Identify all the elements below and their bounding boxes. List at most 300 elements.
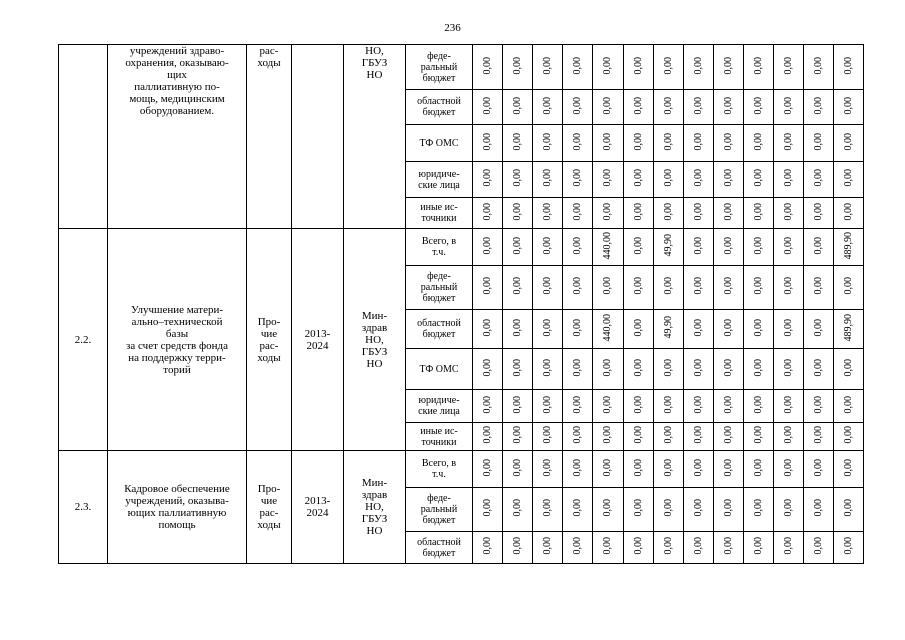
value-text: 0,00	[812, 458, 824, 477]
value-cell	[503, 451, 533, 488]
value-cell	[834, 488, 864, 532]
value-cell	[804, 229, 834, 266]
funding-source: феде- ральный бюджет	[406, 45, 473, 90]
value-text: 0,00	[481, 169, 493, 187]
value-cell	[533, 488, 563, 532]
table-row	[59, 451, 864, 488]
value-text: 0,00	[481, 236, 493, 255]
value-text: 0,00	[752, 56, 764, 75]
value-cell	[654, 266, 684, 310]
value-text: 0,00	[692, 499, 704, 517]
value-text: 0,00	[752, 458, 764, 477]
period: 2013- 2024	[292, 229, 344, 451]
value-text: 0,00	[722, 56, 734, 75]
value-text: 0,00	[662, 96, 674, 115]
value-text: 0,00	[481, 202, 493, 221]
value-cell	[624, 423, 654, 451]
value-cell	[654, 451, 684, 488]
value-cell	[804, 162, 834, 198]
value-cell	[834, 423, 864, 451]
value-text: 0,00	[632, 458, 644, 477]
value-cell	[774, 488, 804, 532]
value-text: 0,00	[481, 395, 493, 414]
value-cell	[774, 451, 804, 488]
value-text: 0,00	[481, 318, 493, 337]
funding-table	[58, 44, 864, 564]
value-text: 0,00	[632, 132, 644, 151]
value-cell	[834, 266, 864, 310]
value-text: 0,00	[481, 426, 493, 444]
value-text: 0,00	[752, 202, 764, 221]
funding-source: иные ис- точники	[406, 423, 473, 451]
value-text: 0,00	[602, 132, 613, 151]
value-cell	[654, 198, 684, 229]
value-text: 0,00	[571, 395, 583, 414]
value-text: 0,00	[511, 426, 523, 444]
value-text: 0,00	[782, 318, 794, 337]
value-cell	[684, 90, 714, 125]
value-cell	[774, 310, 804, 349]
value-cell	[654, 125, 684, 162]
value-cell	[654, 488, 684, 532]
value-cell	[593, 125, 624, 162]
value-cell	[503, 162, 533, 198]
value-cell	[834, 162, 864, 198]
value-cell	[684, 125, 714, 162]
value-text: 0,00	[571, 277, 583, 295]
value-text: 0,00	[722, 426, 734, 444]
value-cell	[473, 45, 503, 90]
value-cell	[624, 90, 654, 125]
value-text: 0,00	[722, 236, 734, 255]
section-name: учреждений здраво- охранения, оказываю- щих паллиативную по- мощь, медицинским оборудованием.	[108, 45, 247, 229]
funding-source: ТФ ОМС	[406, 125, 473, 162]
value-cell	[834, 451, 864, 488]
section-number	[59, 45, 108, 229]
value-cell	[593, 90, 624, 125]
value-cell	[503, 532, 533, 564]
value-text: 0,00	[541, 358, 553, 377]
value-cell	[563, 198, 593, 229]
value-text: 0,00	[782, 202, 794, 221]
value-cell	[714, 266, 744, 310]
value-text: 0,00	[662, 426, 674, 444]
value-cell	[563, 162, 593, 198]
value-text: 0,00	[692, 96, 704, 115]
value-cell	[744, 423, 774, 451]
value-cell	[714, 310, 744, 349]
value-text: 0,00	[722, 169, 734, 187]
value-cell	[593, 488, 624, 532]
value-cell	[533, 266, 563, 310]
value-text: 0,00	[692, 426, 704, 444]
value-cell	[563, 45, 593, 90]
value-cell	[774, 349, 804, 390]
value-cell	[503, 266, 533, 310]
value-text: 0,00	[662, 277, 674, 295]
value-text: 0,00	[632, 426, 644, 444]
value-text: 0,00	[571, 499, 583, 517]
value-cell	[834, 125, 864, 162]
value-cell	[744, 390, 774, 423]
value-cell	[774, 125, 804, 162]
value-text: 0,00	[511, 202, 523, 221]
value-cell	[684, 45, 714, 90]
value-text: 0,00	[842, 395, 854, 414]
value-text: 0,00	[722, 202, 734, 221]
section-name: Улучшение матери- ально–технической базы за счет средств фонда на поддержку терри- торий	[108, 229, 247, 451]
value-text: 0,00	[632, 395, 644, 414]
value-cell	[804, 390, 834, 423]
value-cell	[804, 198, 834, 229]
value-cell	[714, 90, 744, 125]
value-text: 0,00	[782, 277, 794, 295]
value-cell	[533, 451, 563, 488]
value-text: 0,00	[752, 96, 764, 115]
value-text: 0,00	[602, 358, 613, 377]
value-text: 0,00	[602, 537, 613, 555]
value-cell	[744, 45, 774, 90]
value-text: 0,00	[541, 499, 553, 517]
value-cell	[593, 45, 624, 90]
value-text: 0,00	[692, 277, 704, 295]
value-cell	[563, 423, 593, 451]
table-row	[59, 229, 864, 266]
value-cell	[744, 451, 774, 488]
funding-source: областной бюджет	[406, 532, 473, 564]
value-cell	[503, 45, 533, 90]
value-cell	[684, 532, 714, 564]
value-text: 0,00	[511, 277, 523, 295]
value-cell	[744, 488, 774, 532]
value-cell	[744, 125, 774, 162]
value-cell	[563, 266, 593, 310]
value-text: 0,00	[782, 169, 794, 187]
value-text: 0,00	[602, 277, 613, 295]
value-text: 0,00	[481, 537, 493, 555]
value-cell	[624, 198, 654, 229]
value-text: 0,00	[602, 56, 613, 75]
value-text: 0,00	[812, 132, 824, 151]
value-text: 489,90	[842, 313, 854, 342]
value-cell	[834, 532, 864, 564]
value-cell	[593, 310, 624, 349]
value-text: 0,00	[782, 426, 794, 444]
value-cell	[563, 451, 593, 488]
section-number: 2.3.	[59, 451, 108, 564]
value-cell	[774, 266, 804, 310]
executor: НО, ГБУЗ НО	[344, 45, 406, 229]
value-text: 0,00	[541, 318, 553, 337]
value-cell	[593, 390, 624, 423]
page-number: 236	[444, 22, 461, 34]
value-text: 0,00	[782, 458, 794, 477]
value-cell	[473, 229, 503, 266]
value-cell	[714, 488, 744, 532]
value-text: 0,00	[481, 277, 493, 295]
value-text: 0,00	[481, 358, 493, 377]
value-text: 0,00	[842, 426, 854, 444]
value-cell	[654, 532, 684, 564]
value-text: 0,00	[571, 318, 583, 337]
value-cell	[684, 229, 714, 266]
value-text: 0,00	[812, 358, 824, 377]
value-text: 0,00	[812, 56, 824, 75]
value-text: 0,00	[752, 236, 764, 255]
value-text: 0,00	[632, 537, 644, 555]
value-text: 0,00	[571, 96, 583, 115]
executor: Мин- здрав НО, ГБУЗ НО	[344, 451, 406, 564]
value-text: 0,00	[692, 56, 704, 75]
value-text: 0,00	[571, 458, 583, 477]
funding-source: Всего, в т.ч.	[406, 229, 473, 266]
value-text: 0,00	[541, 132, 553, 151]
value-text: 0,00	[812, 499, 824, 517]
value-cell	[473, 451, 503, 488]
value-cell	[503, 125, 533, 162]
value-cell	[654, 45, 684, 90]
value-cell	[654, 423, 684, 451]
value-cell	[593, 423, 624, 451]
executor: Мин- здрав НО, ГБУЗ НО	[344, 229, 406, 451]
value-cell	[563, 349, 593, 390]
value-text: 0,00	[842, 132, 854, 151]
value-text: 0,00	[571, 169, 583, 187]
value-text: 0,00	[541, 426, 553, 444]
value-cell	[744, 90, 774, 125]
section-number: 2.2.	[59, 229, 108, 451]
value-text: 0,00	[571, 202, 583, 221]
value-cell	[473, 532, 503, 564]
value-text: 0,00	[782, 56, 794, 75]
funding-source: феде- ральный бюджет	[406, 266, 473, 310]
value-cell	[624, 162, 654, 198]
value-text: 0,00	[722, 358, 734, 377]
value-text: 0,00	[632, 169, 644, 187]
value-cell	[684, 310, 714, 349]
value-cell	[744, 198, 774, 229]
value-cell	[624, 45, 654, 90]
funding-source: Всего, в т.ч.	[406, 451, 473, 488]
value-cell	[744, 310, 774, 349]
value-text: 0,00	[511, 318, 523, 337]
value-cell	[834, 349, 864, 390]
value-cell	[684, 423, 714, 451]
value-cell	[774, 162, 804, 198]
value-cell	[473, 349, 503, 390]
value-cell	[804, 349, 834, 390]
value-cell	[774, 423, 804, 451]
value-text: 0,00	[602, 499, 613, 517]
value-text: 0,00	[752, 277, 764, 295]
value-text: 0,00	[541, 458, 553, 477]
value-cell	[533, 162, 563, 198]
value-text: 0,00	[511, 358, 523, 377]
value-cell	[473, 423, 503, 451]
value-text: 0,00	[692, 318, 704, 337]
value-text: 0,00	[842, 537, 854, 555]
value-text: 0,00	[571, 236, 583, 255]
value-cell	[744, 229, 774, 266]
value-cell	[624, 229, 654, 266]
value-text: 0,00	[632, 277, 644, 295]
value-cell	[834, 310, 864, 349]
value-text: 0,00	[632, 236, 644, 255]
value-text: 0,00	[662, 358, 674, 377]
value-text: 0,00	[571, 537, 583, 555]
value-cell	[593, 198, 624, 229]
value-text: 0,00	[662, 537, 674, 555]
value-text: 0,00	[722, 458, 734, 477]
value-cell	[774, 390, 804, 423]
value-text: 0,00	[662, 499, 674, 517]
value-cell	[744, 266, 774, 310]
value-cell	[744, 532, 774, 564]
value-cell	[834, 390, 864, 423]
value-text: 0,00	[812, 202, 824, 221]
value-text: 0,00	[782, 132, 794, 151]
funding-source: областной бюджет	[406, 90, 473, 125]
value-text: 0,00	[662, 458, 674, 477]
expense-type: Про- чие рас- ходы	[247, 451, 292, 564]
value-text: 0,00	[722, 395, 734, 414]
value-cell	[654, 349, 684, 390]
value-text: 0,00	[752, 169, 764, 187]
value-text: 0,00	[511, 96, 523, 115]
value-text: 0,00	[692, 358, 704, 377]
value-text: 0,00	[692, 132, 704, 151]
value-cell	[593, 162, 624, 198]
value-text: 0,00	[842, 169, 854, 187]
value-cell	[533, 349, 563, 390]
value-text: 0,00	[541, 537, 553, 555]
value-text: 0,00	[481, 499, 493, 517]
value-text: 0,00	[662, 202, 674, 221]
value-text: 0,00	[692, 537, 704, 555]
value-text: 0,00	[662, 132, 674, 151]
value-cell	[473, 198, 503, 229]
value-text: 0,00	[692, 458, 704, 477]
value-cell	[624, 532, 654, 564]
value-cell	[503, 349, 533, 390]
value-cell	[624, 488, 654, 532]
value-text: 0,00	[662, 169, 674, 187]
value-text: 0,00	[752, 426, 764, 444]
value-cell	[804, 45, 834, 90]
value-cell	[714, 423, 744, 451]
value-text: 0,00	[752, 132, 764, 151]
value-text: 0,00	[571, 358, 583, 377]
value-text: 0,00	[812, 426, 824, 444]
value-text: 0,00	[541, 277, 553, 295]
value-text: 0,00	[481, 458, 493, 477]
value-text: 0,00	[692, 169, 704, 187]
value-cell	[624, 310, 654, 349]
value-text: 0,00	[752, 318, 764, 337]
value-cell	[563, 310, 593, 349]
value-text: 0,00	[842, 56, 854, 75]
expense-type: рас- ходы	[247, 45, 292, 229]
value-cell	[473, 390, 503, 423]
expense-type: Про- чие рас- ходы	[247, 229, 292, 451]
value-text: 0,00	[571, 426, 583, 444]
value-text: 0,00	[511, 56, 523, 75]
value-text: 0,00	[541, 56, 553, 75]
value-cell	[473, 488, 503, 532]
value-text: 0,00	[812, 277, 824, 295]
value-text: 0,00	[842, 358, 854, 377]
value-text: 0,00	[571, 56, 583, 75]
value-cell	[593, 266, 624, 310]
value-cell	[684, 198, 714, 229]
value-text: 0,00	[511, 458, 523, 477]
value-cell	[654, 229, 684, 266]
value-cell	[774, 532, 804, 564]
value-cell	[533, 45, 563, 90]
value-text: 0,00	[481, 56, 493, 75]
value-cell	[834, 229, 864, 266]
value-text: 0,00	[752, 537, 764, 555]
value-cell	[774, 198, 804, 229]
value-text: 0,00	[541, 202, 553, 221]
value-cell	[503, 310, 533, 349]
funding-source: иные ис- точники	[406, 198, 473, 229]
value-cell	[593, 532, 624, 564]
value-cell	[533, 90, 563, 125]
value-cell	[593, 451, 624, 488]
table-row	[59, 45, 864, 90]
value-cell	[684, 390, 714, 423]
value-text: 0,00	[842, 96, 854, 115]
value-cell	[804, 310, 834, 349]
value-text: 0,00	[692, 236, 704, 255]
value-cell	[624, 349, 654, 390]
value-cell	[473, 162, 503, 198]
value-text: 0,00	[632, 318, 644, 337]
value-cell	[714, 162, 744, 198]
value-cell	[533, 532, 563, 564]
value-text: 0,00	[722, 132, 734, 151]
value-cell	[503, 198, 533, 229]
period: 2013- 2024	[292, 451, 344, 564]
value-cell	[503, 229, 533, 266]
value-cell	[804, 451, 834, 488]
value-text: 0,00	[812, 236, 824, 255]
value-cell	[503, 423, 533, 451]
value-text: 0,00	[842, 499, 854, 517]
value-cell	[563, 90, 593, 125]
value-text: 0,00	[752, 358, 764, 377]
value-text: 489,90	[842, 231, 854, 260]
value-cell	[533, 125, 563, 162]
value-cell	[654, 310, 684, 349]
value-cell	[774, 90, 804, 125]
value-text: 0,00	[722, 318, 734, 337]
value-text: 0,00	[752, 499, 764, 517]
funding-source: феде- ральный бюджет	[406, 488, 473, 532]
value-cell	[804, 266, 834, 310]
value-cell	[473, 125, 503, 162]
value-cell	[473, 310, 503, 349]
value-text: 0,00	[602, 426, 613, 444]
value-text: 0,00	[602, 395, 613, 414]
value-text: 0,00	[632, 499, 644, 517]
value-cell	[714, 229, 744, 266]
value-text: 49,90	[662, 316, 674, 339]
value-text: 0,00	[602, 202, 613, 221]
value-cell	[714, 45, 744, 90]
value-cell	[624, 390, 654, 423]
